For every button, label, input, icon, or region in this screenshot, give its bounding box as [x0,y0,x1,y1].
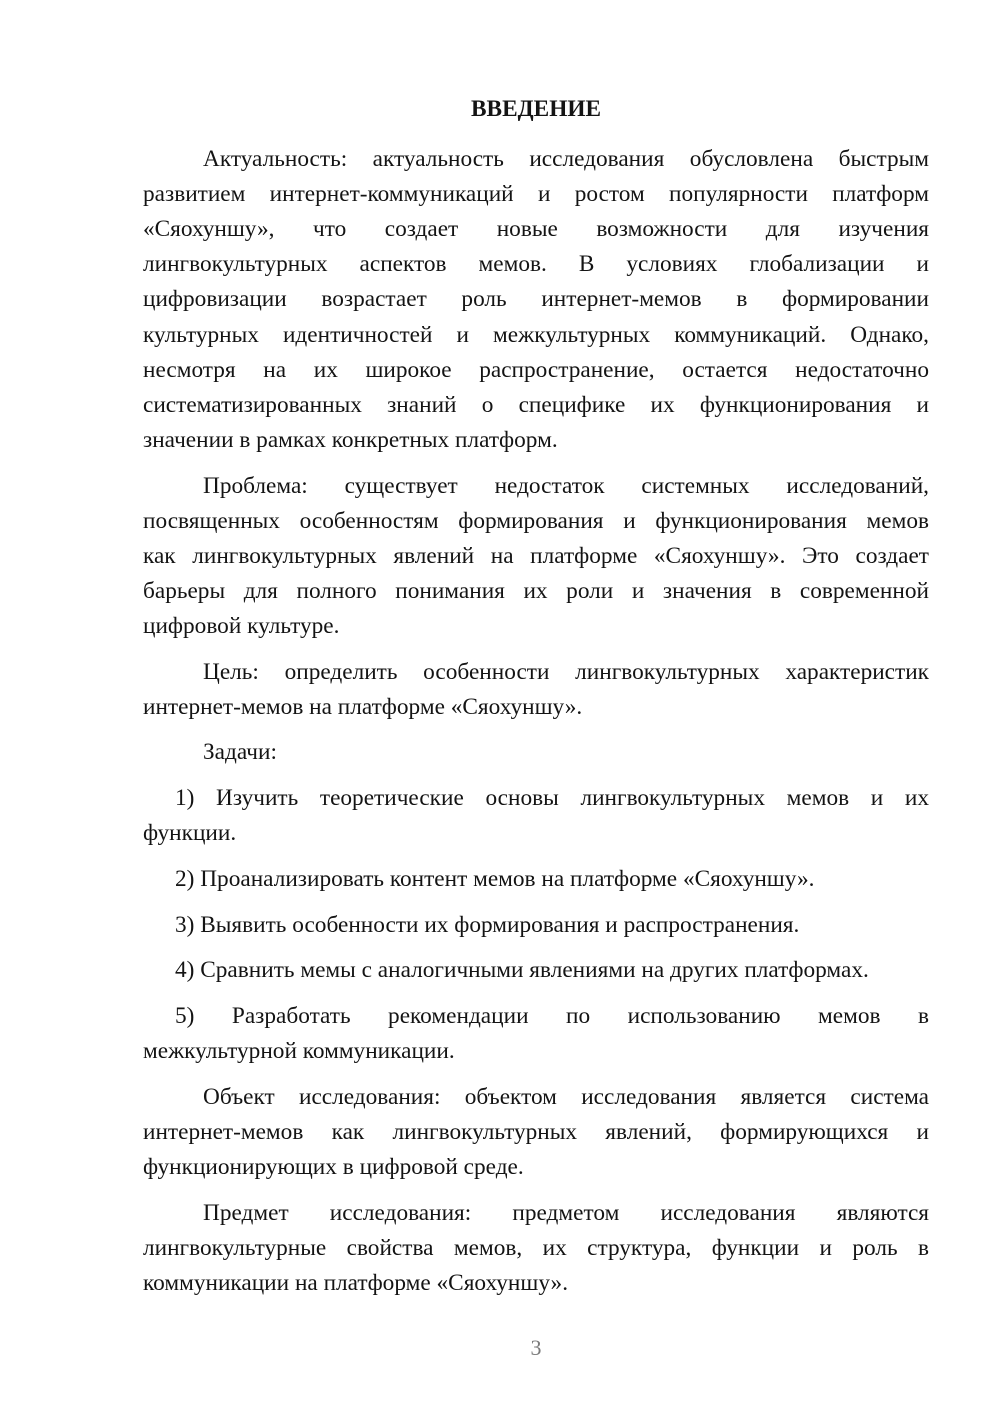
text-line: 4) Сравнить мемы с аналогичными явлениями на других платформах. [175,957,869,984]
text-line: 3) Выявить особенности их формирования и распространения. [175,911,800,938]
page-title: ВВЕДЕНИЕ [471,96,601,122]
text-line: культурных идентичностей и межкультурных коммуникаций. Однако, [143,321,929,348]
page-body [143,92,929,1311]
problem-paragraph [143,469,929,644]
text-line: цифровизации возрастает роль интернет-мемов в формировании [143,286,929,313]
text-line: значении в рамках конкретных платформ. [143,426,558,453]
task-item-4 [143,953,929,988]
task-item-2 [143,862,929,897]
text-line: как лингвокультурных явлений на платформе «Сяохуншу». Это создает [143,542,929,569]
text-line: межкультурной коммуникации. [143,1038,455,1064]
text-line: «Сяохуншу», что создает новые возможности для изучения [143,216,929,243]
text-line: Объект исследования: объектом исследования является система [203,1083,929,1110]
task-item-1 [143,781,929,851]
text-line: функционирующих в цифровой среде. [143,1153,524,1180]
text-line: систематизированных знаний о специфике их функционирования и [143,391,929,418]
text-line: 5) Разработать рекомендации по использованию мемов в [175,1002,929,1029]
text-line: развитием интернет-коммуникаций и ростом популярности платформ [143,181,929,208]
text-line: лингвокультурных аспектов мемов. В условиях глобализации и [143,251,929,278]
object-paragraph [143,1080,929,1185]
text-line: коммуникации на платформе «Сяохуншу». [143,1269,569,1296]
text-line: Проблема: существует недостаток системных исследований, [203,472,929,499]
task-item-3 [143,908,929,943]
text-line: 1) Изучить теоретические основы лингвокультурных мемов и их [175,785,929,812]
text-line: Цель: определить особенности лингвокультурных характеристик [203,658,929,685]
task-item-5 [143,999,929,1069]
text-line: функции. [143,820,237,847]
text-line: Задачи: [203,739,277,766]
relevance-paragraph [143,142,929,458]
text-line: интернет-мемов на платформе «Сяохуншу». [143,693,583,720]
text-line: 2) Проанализировать контент мемов на платформе «Сяохуншу». [175,865,815,892]
text-line: цифровой культуре. [143,612,340,639]
subject-paragraph [143,1196,929,1301]
page-number: 3 [530,1335,542,1360]
text-line: лингвокультурные свойства мемов, их структура, функции и роль в [143,1234,929,1261]
text-line: барьеры для полного понимания их роли и значения в современной [143,577,929,604]
tasks-heading [143,735,929,770]
goal-paragraph [143,655,929,725]
text-line: Предмет исследования: предметом исследования являются [203,1199,929,1226]
text-line: посвященных особенностям формирования и функционирования мемов [143,507,929,534]
text-line: интернет-мемов как лингвокультурных явлений, формирующихся и [143,1118,929,1145]
text-line: несмотря на их широкое распространение, остается недостаточно [143,356,929,383]
text-line: Актуальность: актуальность исследования обусловлена быстрым [203,146,929,173]
